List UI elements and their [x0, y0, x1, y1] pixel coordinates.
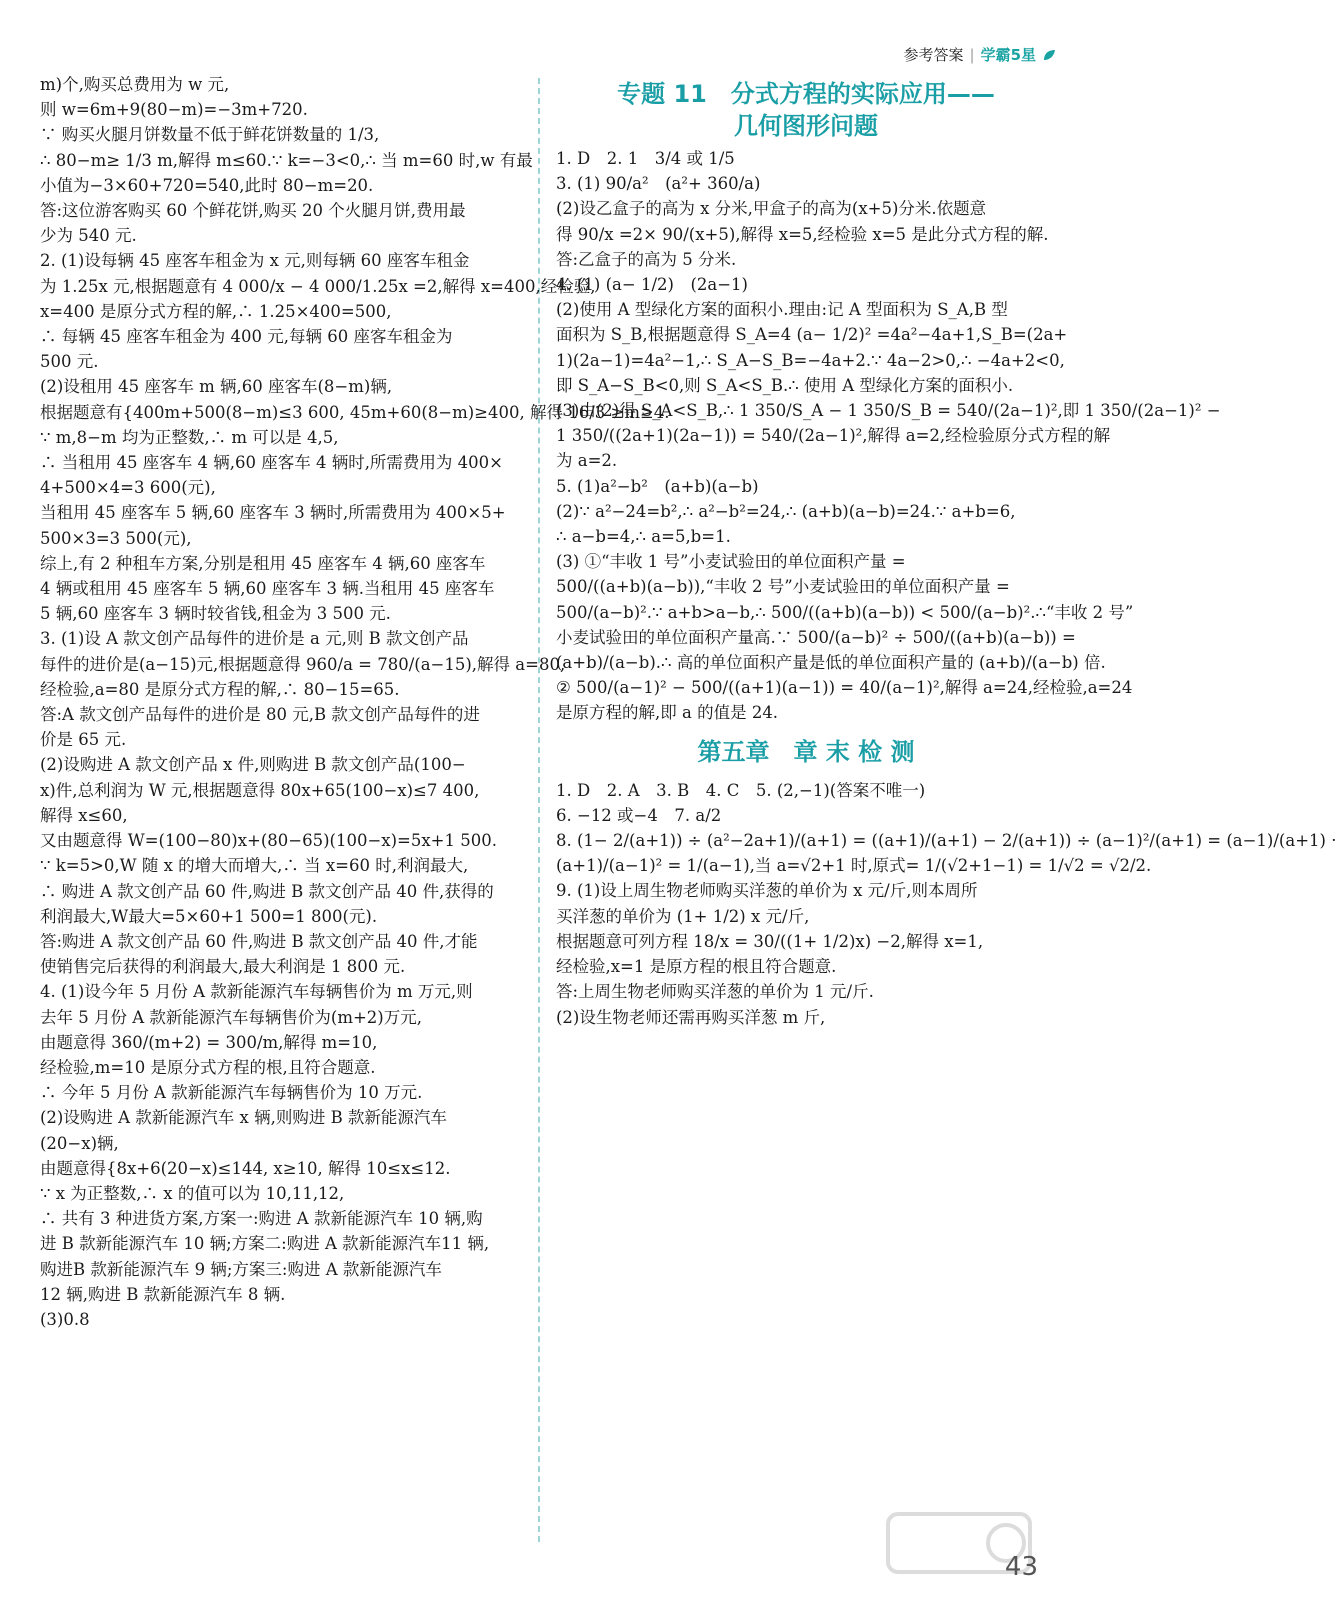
text-line: (2)设租用 45 座客车 m 辆,60 座客车(8−m)辆, [40, 377, 393, 397]
text-line: 每件的进价是(a−15)元,根据题意得 960/a = 780/(a−15),解得 a=80, [40, 654, 566, 674]
text-line: 为 a=2. [556, 451, 618, 471]
text-line: 进 B 款新能源汽车 10 辆;方案二:购进 A 款新能源汽车11 辆, [40, 1234, 490, 1254]
text-line: 小值为−3×60+720=540,此时 80−m=20. [40, 175, 374, 195]
text-line: 根据题意可列方程 18/x = 30/((1+ 1/2)x) −2,解得 x=1, [556, 931, 984, 951]
text-line: ∴ 80−m≥ 1/3 m,解得 m≤60.∵ k=−3<0,∴ 当 m=60 时,w 有最 [40, 150, 533, 170]
text-line: 1. D 2. A 3. B 4. C 5. (2,−1)(答案不唯一) [556, 780, 926, 800]
text-line: (20−x)辆, [40, 1133, 119, 1153]
text-line: (2)设生物老师还需再购买洋葱 m 斤, [556, 1007, 826, 1027]
header-separator: | [969, 45, 975, 64]
column-divider [538, 78, 540, 1542]
text-line: 即 S_A−S_B<0,则 S_A<S_B.∴ 使用 A 型绿化方案的面积小. [556, 375, 1014, 395]
text-line: 面积为 S_B,根据题意得 S_A=4 (a− 1/2)² =4a²−4a+1,S_B=(2a+ [556, 325, 1068, 345]
text-line: 由题意得{8x+6(20−x)≤144, x≥10, 解得 10≤x≤12. [40, 1158, 451, 1178]
text-line: 1)(2a−1)=4a²−1,∴ S_A−S_B=−4a+2.∵ 4a−2>0,∴ −4a+2<0, [556, 350, 1065, 370]
text-line: (2)∵ a²−24=b²,∴ a²−b²=24,∴ (a+b)(a−b)=24.∵ a+b=6, [556, 501, 1016, 521]
text-line: 解得 x≤60, [40, 805, 128, 825]
text-line: 500/(a−b)².∵ a+b>a−b,∴ 500/((a+b)(a−b)) < 500/(a−b)².∴“丰收 2 号” [556, 602, 1134, 622]
text-line: 3. (1) 90/a² (a²+ 360/a) [556, 174, 761, 194]
page-number: 43 [1004, 1552, 1038, 1582]
text-line: 又由题意得 W=(100−80)x+(80−65)(100−x)=5x+1 500. [40, 831, 497, 851]
text-line: 经检验,a=80 是原分式方程的解,∴ 80−15=65. [40, 679, 400, 699]
brand-leaf-icon [1042, 48, 1056, 62]
text-line: x=400 是原分式方程的解,∴ 1.25×400=500, [40, 301, 392, 321]
text-line: ∴ 共有 3 种进货方案,方案一:购进 A 款新能源汽车 10 辆,购 [40, 1209, 483, 1229]
text-line: 经检验,x=1 是原方程的根且符合题意. [556, 957, 837, 977]
text-line: ∴ a−b=4,∴ a=5,b=1. [556, 527, 731, 547]
text-line: ∵ k=5>0,W 随 x 的增大而增大,∴ 当 x=60 时,利润最大, [40, 856, 469, 876]
text-line: 少为 540 元. [40, 226, 137, 246]
text-line: (3)由(2)得 S_A<S_B,∴ 1 350/S_A − 1 350/S_B = 540/(2a−1)²,即 1 350/(2a−1)² − [556, 401, 1221, 421]
text-line: 经检验,m=10 是原分式方程的根,且符合题意. [40, 1057, 376, 1077]
text-line: (a+b)/(a−b).∴ 高的单位面积产量是低的单位面积产量的 (a+b)/(a−b) 倍. [556, 653, 1106, 673]
section-answers [556, 146, 1221, 726]
text-line: 买洋葱的单价为 (1+ 1/2) x 元/斤, [556, 906, 810, 926]
text-line: (3) ①“丰收 1 号”小麦试验田的单位面积产量 = [556, 552, 906, 572]
text-line: ∵ m,8−m 均为正整数,∴ m 可以是 4,5, [40, 427, 339, 447]
chapter-answers [556, 778, 1336, 1030]
text-line: 答:购进 A 款文创产品 60 件,购进 B 款文创产品 40 件,才能 [40, 931, 478, 951]
text-line: 500 元. [40, 352, 99, 372]
brand-name: 学霸5星 [980, 46, 1036, 64]
text-line: (3)0.8 [40, 1309, 90, 1329]
text-line: 9. (1)设上周生物老师购买洋葱的单价为 x 元/斤,则本周所 [556, 881, 978, 901]
text-line: ∴ 购进 A 款文创产品 60 件,购进 B 款文创产品 40 件,获得的 [40, 881, 494, 901]
text-line: 价是 65 元. [40, 730, 127, 750]
text-line: 购进B 款新能源汽车 9 辆;方案三:购进 A 款新能源汽车 [40, 1259, 442, 1279]
text-line: 答:上周生物老师购买洋葱的单价为 1 元/斤. [556, 982, 874, 1002]
text-line: 4. (1) (a− 1/2) (2a−1) [556, 275, 748, 295]
text-line: m)个,购买总费用为 w 元, [40, 75, 230, 94]
text-line: 2. (1)设每辆 45 座客车租金为 x 元,则每辆 60 座客车租金 [40, 251, 470, 271]
text-line: 是原方程的解,即 a 的值是 24. [556, 703, 779, 723]
text-line: 利润最大,W最大=5×60+1 500=1 800(元). [40, 906, 378, 926]
text-line: 1. D 2. 1 3/4 或 1/5 [556, 149, 735, 168]
text-line: 答:乙盒子的高为 5 分米. [556, 249, 737, 269]
text-line: ∴ 今年 5 月份 A 款新能源汽车每辆售价为 10 万元. [40, 1083, 423, 1103]
text-line: 12 辆,购进 B 款新能源汽车 8 辆. [40, 1284, 286, 1304]
text-line: 4 辆或租用 45 座客车 5 辆,60 座客车 3 辆.当租用 45 座客车 [40, 579, 495, 599]
text-line: ∵ x 为正整数,∴ x 的值可以为 10,11,12, [40, 1183, 345, 1203]
text-line: 由题意得 360/(m+2) = 300/m,解得 m=10, [40, 1032, 378, 1052]
section-title [556, 78, 1056, 142]
text-line: ∴ 每辆 45 座客车租金为 400 元,每辆 60 座客车租金为 [40, 327, 453, 347]
text-line: x)件,总利润为 W 元,根据题意得 80x+65(100−x)≤7 400, [40, 780, 480, 800]
text-line: 得 90/x =2× 90/(x+5),解得 x=5,经检验 x=5 是此分式方程的解. [556, 224, 1049, 244]
text-line: 根据题意有{400m+500(8−m)≤3 600, 45m+60(8−m)≥400, 解得 16/3 ≥m≥4. [40, 402, 670, 422]
text-line: 500×3=3 500(元), [40, 528, 192, 548]
text-line: ② 500/(a−1)² − 500/((a+1)(a−1)) = 40/(a−1)²,解得 a=24,经检验,a=24 [556, 678, 1133, 698]
text-line: ∴ 当租用 45 座客车 4 辆,60 座客车 4 辆时,所需费用为 400× [40, 453, 503, 473]
text-line: 4+500×4=3 600(元), [40, 478, 216, 498]
text-line: (2)使用 A 型绿化方案的面积小.理由:记 A 型面积为 S_A,B 型 [556, 300, 1008, 320]
text-line: 当租用 45 座客车 5 辆,60 座客车 3 辆时,所需费用为 400×5+ [40, 503, 506, 523]
text-line: 去年 5 月份 A 款新能源汽车每辆售价为(m+2)万元, [40, 1007, 422, 1027]
text-line: 500/((a+b)(a−b)),“丰收 2 号”小麦试验田的单位面积产量 = [556, 577, 1010, 597]
text-line: 8. (1− 2/(a+1)) ÷ (a²−2a+1)/(a+1) = ((a+1)/(a+1) − 2/(a+1)) ÷ (a−1)²/(a+1) = (a−1)/(a+1) · [556, 831, 1336, 851]
text-line: 5 辆,60 座客车 3 辆时较省钱,租金为 3 500 元. [40, 604, 391, 624]
text-line: 1 350/((2a+1)(2a−1)) = 540/(2a−1)²,解得 a=2,经检验原分式方程的解 [556, 426, 1111, 446]
section-title-line: 专题 11 分式方程的实际应用—— [617, 80, 995, 108]
text-line: 综上,有 2 种租车方案,分别是租用 45 座客车 4 辆,60 座客车 [40, 553, 486, 573]
text-line: 6. −12 或−4 7. a/2 [556, 805, 722, 825]
chapter-title: 第五章 章 末 检 测 [697, 737, 915, 766]
text-line: 4. (1)设今年 5 月份 A 款新能源汽车每辆售价为 m 万元,则 [40, 982, 473, 1002]
text-line: 3. (1)设 A 款文创产品每件的进价是 a 元,则 B 款文创产品 [40, 629, 469, 649]
text-line: (2)设购进 A 款文创产品 x 件,则购进 B 款文创产品(100− [40, 755, 466, 775]
text-line: 使销售完后获得的利润最大,最大利润是 1 800 元. [40, 957, 406, 977]
text-line: (2)设乙盒子的高为 x 分米,甲盒子的高为(x+5)分米.依题意 [556, 199, 987, 219]
page-header [903, 44, 1056, 65]
text-line: 答:这位游客购买 60 个鲜花饼,购买 20 个火腿月饼,费用最 [40, 201, 466, 221]
text-line: (2)设购进 A 款新能源汽车 x 辆,则购进 B 款新能源汽车 [40, 1108, 447, 1128]
text-line: 为 1.25x 元,根据题意有 4 000/x − 4 000/1.25x =2,解得 x=400,经检验, [40, 276, 596, 296]
text-line: 答:A 款文创产品每件的进价是 80 元,B 款文创产品每件的进 [40, 705, 480, 725]
text-line: ∵ 购买火腿月饼数量不低于鲜花饼数量的 1/3, [40, 125, 380, 145]
header-label: 参考答案 [903, 46, 964, 64]
section-title-line: 几何图形问题 [734, 112, 878, 140]
text-line: 则 w=6m+9(80−m)=−3m+720. [40, 100, 308, 120]
text-line: 小麦试验田的单位面积产量高.∵ 500/(a−b)² ÷ 500/((a+b)(a−b)) = [556, 627, 1076, 647]
text-line: (a+1)/(a−1)² = 1/(a−1),当 a=√2+1 时,原式= 1/(√2+1−1) = 1/√2 = √2/2. [556, 856, 1152, 876]
right-column [556, 72, 1336, 1030]
text-line: 5. (1)a²−b² (a+b)(a−b) [556, 476, 759, 496]
